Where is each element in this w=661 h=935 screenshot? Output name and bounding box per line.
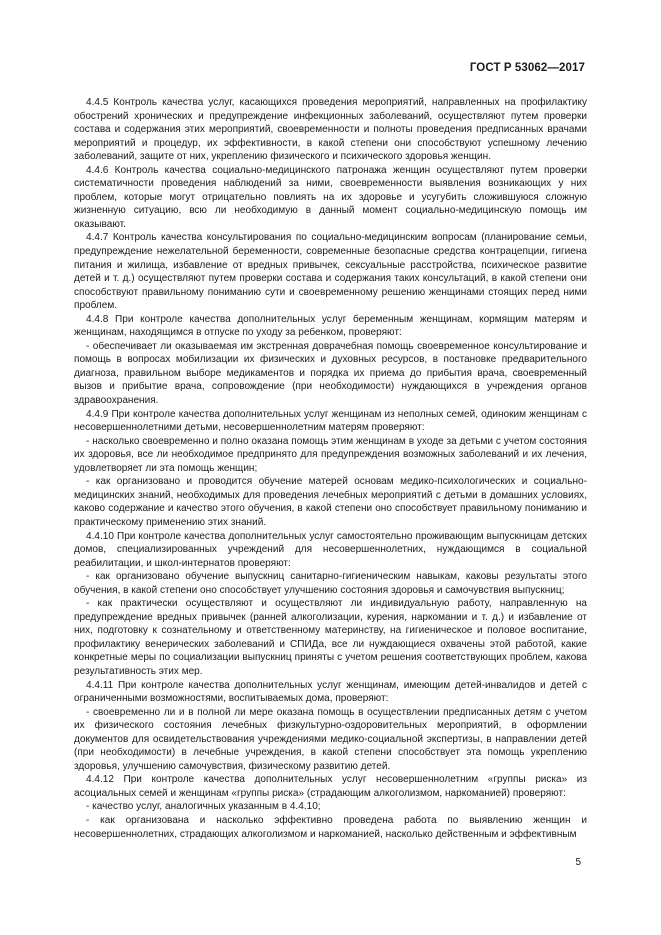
list-item: - своевременно ли и в полной ли мере оказана помощь в осуществлении предписанных детям с учетом их физического состояния лечебных физкультурно-оздоровительных мероприятий, в оформлении документов для освидетельствования учреждениями медико-социальной экспертизы, в направлении детей (при необходимости) в лечебные учреждения, в какой степени способствует эта помощь укреплению здоровья, улучшению самочувствия, физическому развитию детей. — [74, 706, 587, 772]
paragraph-4-4-9: 4.4.9 При контроле качества дополнительных услуг женщинам из неполных семей, одиноким женщинам с несовершеннолетними детьми, несовершеннолетним матерям проверяют: — [74, 408, 587, 434]
document-body — [74, 96, 587, 841]
list-item: - как организована и насколько эффективно проведена работа по выявлению женщин и несовершеннолетних, страдающих алкоголизмом и наркоманией, насколько действенным и эффективным — [74, 814, 587, 840]
document-code: ГОСТ Р 53062—2017 — [469, 62, 585, 74]
list-item: - как организовано обучение выпускниц санитарно-гигиеническим навыкам, каковы результаты этого обучения, в какой степени оно способствует улучшению состояния здоровья и самочувствия выпускниц; — [74, 571, 587, 596]
list-item: - обеспечивает ли оказываемая им экстренная доврачебная помощь своевременное консультирование и помощь в вопросах мобилизации их физических и духовных ресурсов, в постановке предварительного диагноза, правильном выборе медикаментов и порядка их приема до прибытия врача, своевременный вызов и прибытие врача, сопровождение (при необходимости) нуждающихся в учреждения органов здравоохранения. — [74, 340, 587, 407]
paragraph-4-4-12: 4.4.12 При контроле качества дополнительных услуг несовершеннолетним «группы риска» из асоциальных семей и женщинам «группы риска» (страдающим алкоголизмом, наркоманией) проверяют: — [74, 774, 587, 799]
list-item: - как практически осуществляют и осуществляют ли индивидуальную работу, направленную на предупреждение вредных привычек (ранней алкоголизации, курения, наркомании и т. д.) и избавление от них, подготовку к сознательному и ответственному материнству, на гигиеническое и половое воспитание, профилактику венерических заболеваний и СПИДа, все ли нуждающиеся охвачены этой работой, какие конкретные меры по социализации выпускниц приняты с учетом решения соответствующих проблем, какова результативность этих мер. — [74, 598, 587, 677]
paragraph-4-4-11: 4.4.11 При контроле качества дополнительных услуг женщинам, имеющим детей-инвалидов и детей с ограниченными возможностями, воспитываемых дома, проверяют: — [74, 679, 587, 705]
list-item: - качество услуг, аналогичных указанным в 4.4.10; — [86, 801, 321, 813]
page-number: 5 — [575, 857, 581, 868]
list-item: - насколько своевременно и полно оказана помощь этим женщинам в уходе за детьми с учетом состояния их здоровья, все ли необходимое предпринято для предупреждения возможных заболеваний и их лечения, удовлетворяет ли эта помощь женщин; — [74, 435, 587, 474]
paragraph-4-4-10: 4.4.10 При контроле качества дополнительных услуг самостоятельно проживающим выпускницам детских домов, специализированных учреждений для несовершеннолетних, нуждающимся в социальной реабилитации, и школ-интернатов проверяют: — [74, 530, 587, 569]
paragraph-4-4-6: 4.4.6 Контроль качества социально-медицинского патронажа женщин осуществляют путем проверки систематичности проведения наблюдений за ними, своевременности выявления возникающих у них проблем, которые могут отрицательно повлиять на их здоровье и усугубить сложившуюся сложную жизненную ситуацию, всю ли необходимую в данный момент социально-медицинскую помощь им оказывают. — [74, 164, 587, 230]
paragraph-4-4-7: 4.4.7 Контроль качества консультирования по социально-медицинским вопросам (планирование семьи, предупреждение нежелательной беременности, современные безопасные средства контрацепции, гигиена питания и жилища, избавление от вредных привычек, сексуальные расстройства, психическое развитие детей и т. д.) осуществляют путем проверки состава и содержания таких консультаций, в какой степени они способствуют правильному пониманию сути и своевременному решению женщинами стоящих перед ними проблем. — [74, 232, 587, 312]
paragraph-4-4-5: 4.4.5 Контроль качества услуг, касающихся проведения мероприятий, направленных на профилактику обострений хронических и предупреждение инфекционных заболеваний, осуществляют путем проверки состава и содержания этих мероприятий, своевременности и полноты проведения предписанных врачами мероприятий и процедур, их эффективности, в какой степени они способствуют успешному лечению заболеваний, защите от них, укреплению физического и психического здоровья женщин. — [74, 97, 587, 163]
list-item: - как организовано и проводится обучение матерей основам медико-психологических и социально-медицинских знаний, необходимых для проведения лечебных мероприятий с детьми в домашних условиях, каково содержание и качество этого обучения, в какой степени оно способствует правильному пониманию и практическому применению этих знаний. — [74, 476, 587, 528]
paragraph-4-4-8: 4.4.8 При контроле качества дополнительных услуг беременным женщинам, кормящим матерям и женщинам, находящимся в отпуске по уходу за ребенком, проверяют: — [74, 313, 587, 339]
